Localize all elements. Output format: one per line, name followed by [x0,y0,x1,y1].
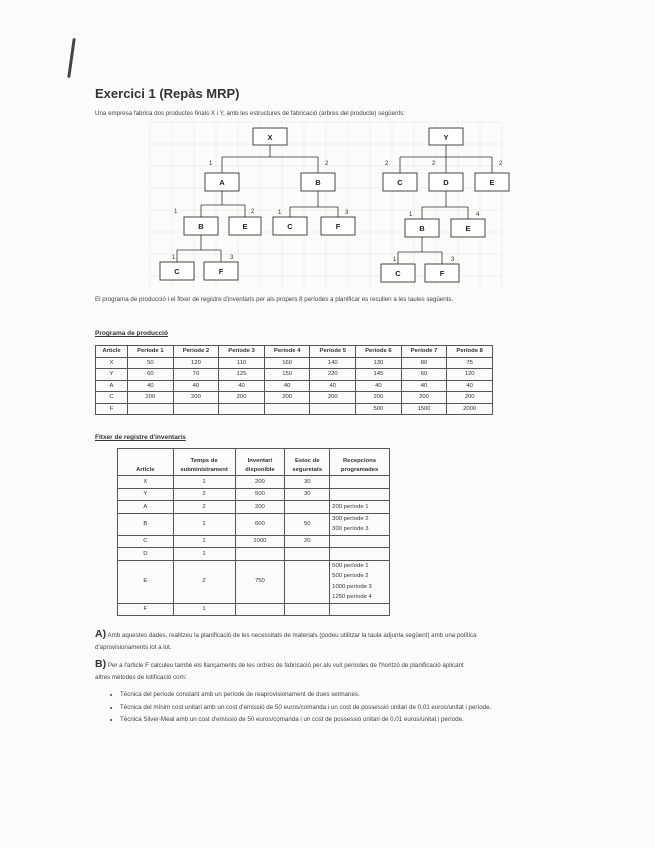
table-cell: 1000 [235,535,285,548]
column-header: Recepcions programades [330,449,390,476]
table-cell [219,403,265,415]
node-y-b: B [419,224,425,233]
table-cell: 220 [310,369,356,381]
table-cell: 40 [264,380,310,392]
table-cell: 130 [356,357,402,369]
table-row [118,501,390,514]
question-a-text-2: d'aprovisionaments lot a lot. [95,644,172,651]
table-cell: 60 [128,369,174,381]
qty-label: 2 [432,161,436,167]
table-cell: 2 [173,560,235,603]
reception-line: 200 període 1 [332,503,369,510]
list-item: • Tècnica Silver-Meal amb un cost d'emissió de 50 euros/comanda i un cost de possessió unitari de 0,01 euros/unitat i període. [120,715,640,725]
question-b [95,658,464,684]
inventory-table [117,448,390,616]
table-cell: X [96,357,128,369]
table-cell: 200 [401,392,447,404]
table-cell [173,403,219,415]
table-cell: B [118,513,174,535]
table-cell: 60 [401,369,447,381]
node-x-f: F [335,222,341,231]
table-cell [310,403,356,415]
qty-label: 1 [278,210,282,216]
column-header: Període 1 [128,346,174,358]
table-cell: 200 [219,392,265,404]
node-y-c2: C [395,269,401,278]
table-cell: 50 [285,513,330,535]
reception-line: 500 període 1 [332,562,369,569]
table-cell: 200 [128,392,174,404]
table-cell: 750 [235,560,285,603]
table-cell: 110 [219,357,265,369]
table-cell: C [96,392,128,404]
table-cell: 125 [219,369,265,381]
table-cell: 600 [235,513,285,535]
qty-label: 2 [385,161,389,167]
column-header: Període 6 [356,346,402,358]
node-x: X [267,133,273,142]
node-x-e: E [242,222,248,231]
table-cell: 20 [285,535,330,548]
table-cell: 40 [128,380,174,392]
table-cell [285,548,330,561]
table-cell: 75 [447,357,493,369]
table-cell: 70 [173,369,219,381]
table-cell: 500 [356,403,402,415]
table-cell: D [118,548,174,561]
table-row [96,357,493,369]
table-cell: 30 [285,488,330,501]
intro-text: Una empresa fabrica dos productes finals X i Y, amb les estructures de fabricació (arbres del producte) següents: [95,110,405,117]
column-header: Període 3 [219,346,265,358]
table-row [96,369,493,381]
qty-label: 1 [174,209,178,215]
question-a-letter: A) [95,628,107,640]
table-cell: Y [118,488,174,501]
table-row [118,488,390,501]
table-row [96,403,493,415]
table-cell: 2 [173,488,235,501]
table-cell: 1 [173,513,235,535]
page-title: Exercici 1 (Repàs MRP) [95,86,240,101]
reception-line: 300 període 3 [332,526,369,532]
table-cell: 40 [173,380,219,392]
table-row [118,603,390,616]
table-cell: 50 [128,357,174,369]
product-trees-diagram [0,0,655,300]
table-cell [285,560,330,603]
table-cell [330,488,390,501]
table-cell [235,548,285,561]
table-cell [264,403,310,415]
table-row [118,548,390,561]
table-cell: 140 [310,357,356,369]
table-cell: 200 [447,392,493,404]
table-cell [285,501,330,514]
node-y-c: C [397,178,403,187]
node-y-e2: E [465,224,471,233]
question-b-text: Per a l'article F calculeu també els llançaments de les ordres de fabricació per als vuit períodes de l'horitzó de planificació aplicant [107,662,464,669]
table-cell: 1 [173,476,235,489]
table-cell: 200 [264,392,310,404]
node-x-b: B [198,222,204,231]
table-cell [330,603,390,616]
table-cell: 30 [285,476,330,489]
table-cell: 150 [264,369,310,381]
table-cell [330,560,390,603]
program-text: El programa de producció i el fitxer de registre d'inventaris per als propers 8 períodes a planificar es recullen a les taules següents. [95,296,454,303]
column-header: Període 2 [173,346,219,358]
column-header: Període 4 [264,346,310,358]
table-header-row [118,449,390,476]
qty-label: 3 [345,210,349,216]
qty-label: 1 [209,161,213,167]
qty-label: 3 [230,255,234,261]
table-header-row [96,346,493,358]
question-a [95,628,477,654]
table-row [96,380,493,392]
reception-line: 1000 període 3 [332,583,372,590]
table-cell: 145 [356,369,402,381]
table-cell [330,513,390,535]
table-cell: Y [96,369,128,381]
table-cell: 200 [310,392,356,404]
column-header: Període 8 [447,346,493,358]
table-cell: 1500 [401,403,447,415]
table-cell: 40 [310,380,356,392]
qty-label: 3 [451,257,455,263]
qty-label: 1 [172,255,176,261]
question-b-letter: B) [95,658,107,670]
question-b-text-2: altres mètodes de lotificació com: [95,674,187,681]
table-cell [330,548,390,561]
table-row [118,513,390,535]
qty-label: 2 [499,161,503,167]
reception-line: 500 període 2 [332,573,369,579]
table-cell [285,603,330,616]
node-x-f2: F [218,267,224,276]
reception-line: 300 període 2 [332,515,369,522]
list-item: • Tècnica del període constant amb un període de reaprovisionament de dues setmanes. [120,690,640,700]
table-cell: C [118,535,174,548]
list-item: • Tècnica del mínim cost unitari amb un cost d'emissió de 50 euros/comanda i un cost de possessió unitari de 0,01 euros/unitat i període. [120,703,640,713]
node-b: B [315,178,321,187]
column-header: Inventari disponible [235,449,285,476]
table-row [118,476,390,489]
table-cell: 120 [447,369,493,381]
node-y-e: E [489,178,495,187]
table-cell: X [118,476,174,489]
column-header: Període 5 [310,346,356,358]
column-header: Estoc de seguretats [285,449,330,476]
table-cell [330,476,390,489]
table-cell: A [96,380,128,392]
table-cell [235,603,285,616]
node-y: Y [443,133,449,142]
table-cell [128,403,174,415]
methods-list [95,690,640,728]
table-cell: 200 [235,476,285,489]
table-row [118,535,390,548]
table-cell: 1 [173,535,235,548]
table-cell: 1 [173,603,235,616]
table-cell: 120 [173,357,219,369]
table-cell: 160 [264,357,310,369]
table-cell: A [118,501,174,514]
table-cell: 40 [219,380,265,392]
tree-edges [177,145,495,264]
column-header: Article [96,346,128,358]
node-x-c2: C [174,267,180,276]
inventory-heading: Fitxer de registre d'inventaris [95,434,186,441]
node-x-c: C [287,222,293,231]
qty-label: 4 [476,212,480,218]
table-cell: 40 [401,380,447,392]
table-cell: 500 [235,488,285,501]
table-cell [330,501,390,514]
table-cell: 2000 [447,403,493,415]
table-cell: E [118,560,174,603]
reception-line: 1250 període 4 [332,594,372,600]
table-cell: 200 [235,501,285,514]
production-table [95,345,493,415]
qty-label: 2 [325,161,329,167]
question-a-text: Amb aquestes dades, realitzeu la planificació de les necessitats de materials (podeu utilitzar la taula adjunta següent) amb una política [107,632,477,639]
table-cell: 200 [356,392,402,404]
qty-label: 1 [409,212,413,218]
table-row [96,392,493,404]
node-a: A [219,178,225,187]
table-cell: 40 [447,380,493,392]
table-cell: F [118,603,174,616]
table-cell: 2 [173,501,235,514]
table-cell: 200 [173,392,219,404]
column-header: Temps de subministrament [173,449,235,476]
production-heading: Programa de producció [95,330,168,337]
table-cell [330,535,390,548]
table-cell: 80 [401,357,447,369]
column-header: Article [118,449,174,476]
table-cell: 1 [173,548,235,561]
node-y-f: F [439,269,445,278]
column-header: Període 7 [401,346,447,358]
table-cell: F [96,403,128,415]
table-row [118,560,390,603]
qty-label: 2 [251,209,255,215]
qty-label: 1 [393,257,397,263]
table-cell: 40 [356,380,402,392]
node-d: D [443,178,449,187]
